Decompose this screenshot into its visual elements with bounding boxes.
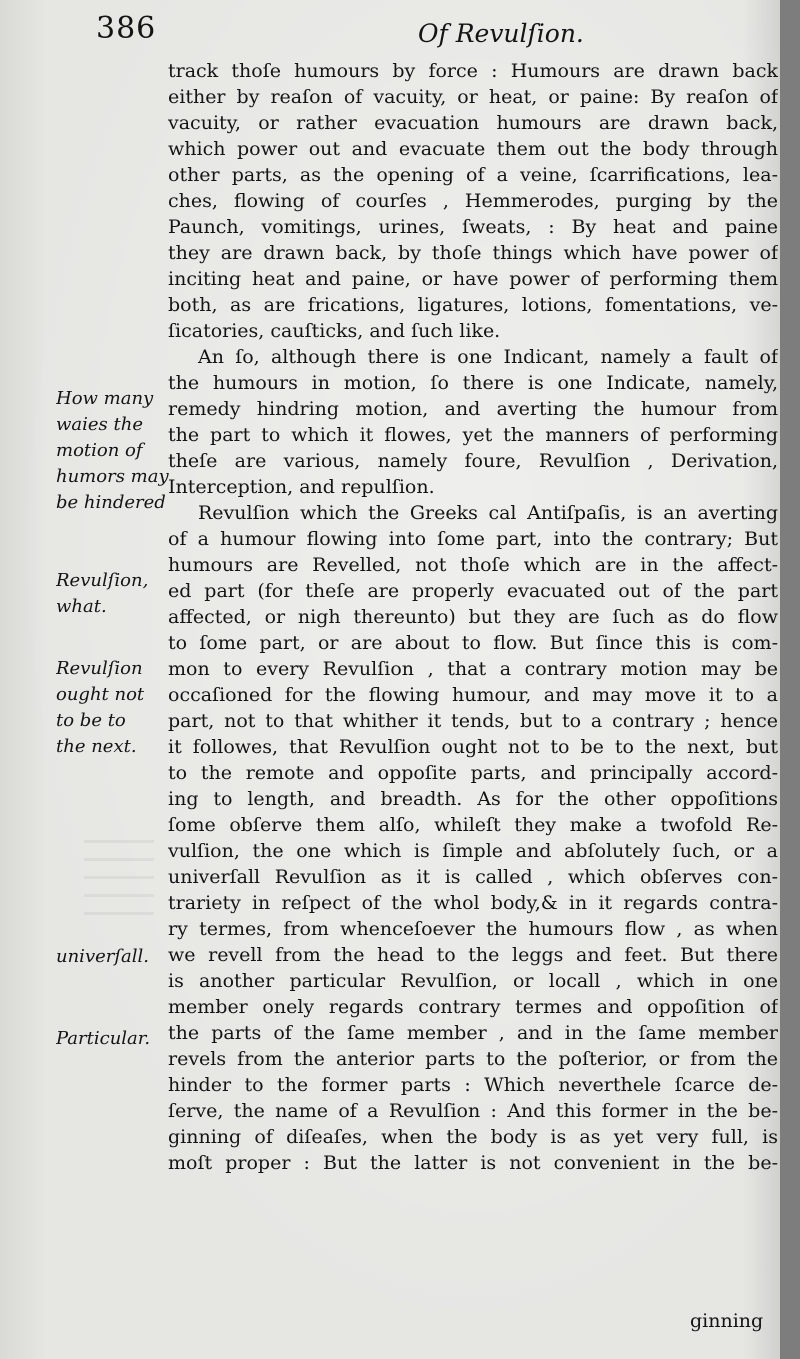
text-line: occaſioned for the flowing humour, and may move it to a — [168, 684, 778, 706]
text-line: remedy hindring motion, and averting the humour from — [168, 398, 778, 420]
catchword: ginning — [690, 1310, 764, 1332]
text-line: the parts of the ſame member , and in the ſame member — [168, 1022, 778, 1044]
text-line: affected, or nigh thereunto) but they are ſuch as do flow — [168, 606, 778, 628]
text-line: inciting heat and paine, or have power of performing them — [168, 268, 778, 290]
text-line: they are drawn back, by thoſe things which have power of — [168, 242, 778, 264]
text-line: the humours in motion, ſo there is one Indicate, namely, — [168, 372, 778, 394]
text-line: part, not to that whither it tends, but to a contrary ; hence — [168, 710, 778, 732]
page-number: 386 — [96, 11, 157, 46]
text-line: ches, flowing of courſes , Hemmerodes, purging by the — [168, 190, 778, 212]
text-line: ſome obſerve them alſo, whileſt they make a twofold Re- — [168, 814, 778, 836]
text-line: ginning of diſeaſes, when the body is as yet very full, is — [168, 1126, 778, 1148]
margin-note: to be to — [56, 710, 126, 731]
margin-note: ought not — [56, 684, 145, 705]
text-line: mon to every Revulſion , that a contrary motion may be — [168, 658, 778, 680]
text-line: moſt proper : But the latter is not convenient in the be- — [168, 1152, 778, 1174]
margin-note: what. — [56, 596, 107, 617]
text-line: to the remote and oppoſite parts, and principally accord- — [168, 762, 778, 784]
text-line: track thoſe humours by force : Humours are drawn back — [168, 60, 778, 82]
text-line: trariety in reſpect of the whol body,& in it regards contra- — [168, 892, 778, 914]
text-line: humours are Revelled, not thoſe which are in the affect- — [168, 554, 778, 576]
text-line: Revulſion which the Greeks cal Antiſpaſis, is an averting — [198, 502, 778, 524]
text-line: we revell from the head to the leggs and feet. But there — [168, 944, 778, 966]
text-line: ſicatories, cauſticks, and ſuch like. — [168, 320, 501, 342]
margin-note: waies the — [56, 414, 143, 435]
margin-note: be hindered — [56, 492, 166, 513]
text-line: ſerve, the name of a Revulſion : And this former in the be- — [168, 1100, 778, 1122]
text-line: member onely regards contrary termes and oppoſition of — [168, 996, 778, 1018]
text-line: An ſo, although there is one Indicant, namely a fault of — [198, 346, 778, 368]
text-line: both, as are frications, ligatures, lotions, fomentations, ve- — [168, 294, 778, 316]
show-through-shadow — [84, 840, 154, 920]
text-line: vulſion, the one which is ſimple and abſolutely ſuch, or a — [168, 840, 778, 862]
running-head: Of Revulſion. — [418, 19, 584, 48]
text-line: theſe are various, namely foure, Revulſion , Derivation, — [168, 450, 778, 472]
text-line: to ſome part, or are about to flow. But ſince this is com- — [168, 632, 778, 654]
text-line: univerſall Revulſion as it is called , which obſerves con- — [168, 866, 778, 888]
text-line: hinder to the former parts : Which neverthele ſcarce de- — [168, 1074, 778, 1096]
margin-note: How many — [56, 388, 154, 409]
text-line: Interception, and repulſion. — [168, 476, 435, 498]
text-line: either by reaſon of vacuity, or heat, or paine: By reaſon of — [168, 86, 778, 108]
margin-note: Revulſion, — [56, 570, 149, 591]
text-line: ed part (for theſe are properly evacuated out of the part — [168, 580, 778, 602]
margin-note: Particular. — [56, 1028, 151, 1049]
text-line: of a humour flowing into ſome part, into the contrary; But — [168, 528, 778, 550]
text-line: other parts, as the opening of a veine, ſcarrifications, lea- — [168, 164, 778, 186]
page-edge — [780, 0, 790, 1359]
margin-note: motion of — [56, 440, 143, 461]
margin-note: humors may — [56, 466, 169, 487]
margin-note: the next. — [56, 736, 137, 757]
text-line: which power out and evacuate them out the body through — [168, 138, 778, 160]
text-line: ry termes, from whenceſoever the humours flow , as when — [168, 918, 778, 940]
margin-note: Revulſion — [56, 658, 143, 679]
text-line: Paunch, vomitings, urines, ſweats, : By heat and paine — [168, 216, 778, 238]
text-line: revels from the anterior parts to the poſterior, or from the — [168, 1048, 778, 1070]
text-line: is another particular Revulſion, or locall , which in one — [168, 970, 778, 992]
text-line: it followes, that Revulſion ought not to be to the next, but — [168, 736, 778, 758]
text-line: the part to which it flowes, yet the manners of performing — [168, 424, 778, 446]
text-line: vacuity, or rather evacuation humours are drawn back, — [168, 112, 778, 134]
text-line: ing to length, and breadth. As for the other oppoſitions — [168, 788, 778, 810]
margin-note: univerſall. — [56, 946, 149, 967]
